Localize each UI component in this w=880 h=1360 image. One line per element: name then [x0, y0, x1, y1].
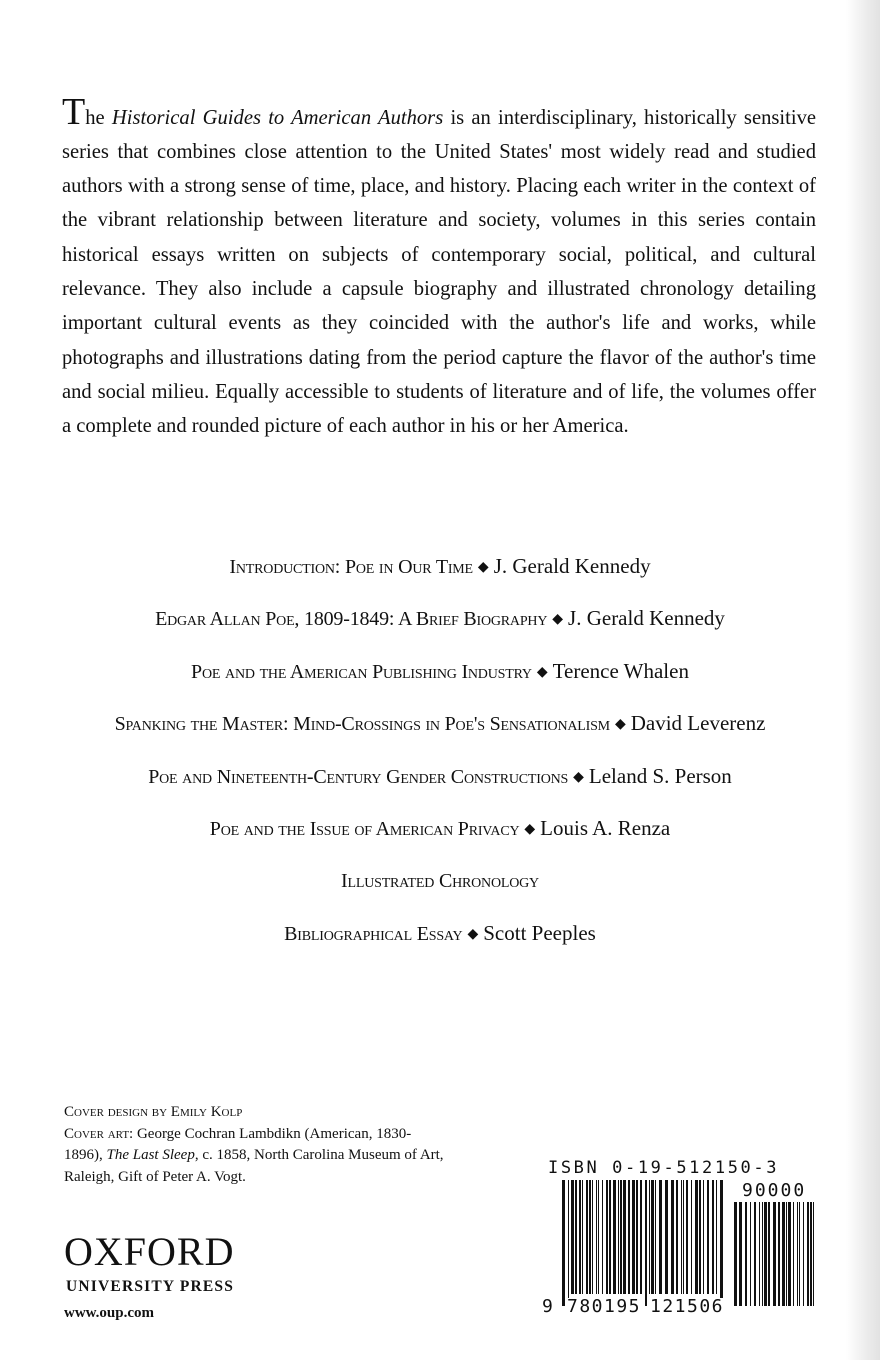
barcode-bar — [768, 1202, 770, 1306]
essay-author: David Leverenz — [630, 711, 766, 736]
essay-author: Leland S. Person — [588, 763, 732, 788]
diamond-separator-icon: ◆ — [614, 717, 626, 733]
contents-entry — [40, 548, 840, 600]
barcode-bar — [720, 1180, 723, 1306]
barcode-bar — [699, 1180, 701, 1294]
essay-title: Illustrated Chronology — [341, 870, 539, 893]
series-title: Historical Guides to American Authors — [111, 106, 444, 129]
essay-author: J. Gerald Kennedy — [493, 554, 651, 578]
barcode-bar — [695, 1180, 698, 1294]
barcode-bar — [671, 1180, 674, 1294]
barcode-left-digits: 780195 — [567, 1296, 642, 1317]
barcode-bar — [636, 1180, 638, 1294]
publisher-website: www.oup.com — [64, 1305, 155, 1321]
contents-list — [40, 548, 840, 967]
essay-title: Bibliographical Essay — [284, 922, 463, 945]
diamond-separator-icon: ◆ — [477, 560, 489, 575]
barcode-bar — [598, 1180, 599, 1294]
cover-art-label: Cover art: — [64, 1125, 134, 1142]
barcode-bar — [788, 1202, 791, 1306]
blurb-lead: he — [85, 106, 112, 129]
university-press-label: UNIVERSITY PRESS — [66, 1278, 235, 1295]
barcode-bar — [640, 1180, 642, 1294]
barcode-bar — [628, 1180, 630, 1294]
barcode-bar — [712, 1180, 714, 1294]
barcode-bar — [676, 1180, 678, 1294]
essay-author: J. Gerald Kennedy — [568, 606, 725, 631]
barcode-bar — [703, 1180, 704, 1294]
barcode-bar — [602, 1180, 603, 1294]
barcode-bar — [762, 1202, 763, 1306]
essay-title: Poe and Nineteenth-Century Gender Constructions — [148, 765, 569, 788]
drop-cap: T — [62, 90, 86, 133]
barcode-bar — [683, 1180, 684, 1294]
barcode-bar — [623, 1180, 626, 1294]
barcode-bar — [739, 1202, 742, 1306]
diamond-separator-icon: ◆ — [573, 769, 584, 785]
barcode-bar — [582, 1180, 583, 1294]
barcode-bar — [797, 1202, 798, 1306]
barcode-bar — [620, 1180, 622, 1294]
barcode-bar — [782, 1202, 785, 1306]
essay-title: Poe and the American Publishing Industry — [191, 660, 532, 683]
essay-title: Introduction: Poe in Our Time — [229, 556, 473, 578]
barcode-bar — [799, 1202, 800, 1306]
barcode-bar — [734, 1202, 737, 1306]
barcode-bar — [813, 1202, 814, 1306]
isbn-barcode — [540, 1180, 830, 1331]
barcode-bar — [810, 1202, 812, 1306]
barcode-addon-digits: 90000 — [742, 1180, 807, 1201]
contents-entry — [40, 653, 840, 705]
essay-title: Spanking the Master: Mind-Crossings in Poe's Sensationalism — [114, 713, 610, 736]
barcode-right-digits: 121506 — [650, 1296, 725, 1317]
barcode-bar — [754, 1202, 756, 1306]
essay-author: Louis A. Renza — [540, 815, 671, 840]
barcode-bar — [764, 1202, 767, 1306]
barcode-lead-digit: 9 — [542, 1296, 553, 1317]
cover-art-credit — [64, 1124, 444, 1189]
page-edge-shadow — [846, 0, 880, 1360]
barcode-bar — [571, 1180, 574, 1294]
contents-entry — [40, 915, 840, 967]
diamond-separator-icon: ◆ — [524, 821, 536, 837]
diamond-separator-icon: ◆ — [536, 664, 548, 680]
barcode-bar — [592, 1180, 593, 1294]
isbn-label: ISBN 0-19-512150-3 — [548, 1158, 780, 1178]
cover-art-artist: George Cochran Lambdikn (American, 1830-1896), — [64, 1125, 412, 1163]
barcode-bar — [579, 1180, 581, 1294]
barcode-bar — [651, 1180, 654, 1294]
barcode-bar — [778, 1202, 780, 1306]
essay-author: Scott Peeples — [483, 920, 596, 945]
barcode-bar — [807, 1202, 809, 1306]
barcode-bar — [750, 1202, 751, 1306]
cover-credits — [64, 1102, 444, 1188]
barcode-bar — [562, 1180, 565, 1306]
contents-entry — [40, 600, 840, 652]
cover-art-details: , c. 1858, North Carolina Museum of Art, Raleigh, Gift of Peter A. Vogt. — [64, 1147, 444, 1185]
diamond-separator-icon: ◆ — [467, 926, 479, 942]
barcode-bar — [786, 1202, 787, 1306]
barcode-bar — [632, 1180, 635, 1294]
barcode-bar — [609, 1180, 611, 1294]
contents-entry — [40, 758, 840, 810]
contents-entry — [40, 862, 840, 914]
barcode-bar — [716, 1180, 717, 1294]
barcode-bar — [655, 1180, 656, 1294]
blurb-body: is an interdisciplinary, historically sensitive series that combines close attention to the United States' most widely read and studied authors with a strong sense of time, place, and history. Placing each writer in the context of the vibrant relationship between literature and society, volumes in this series contain historical essays written on subjects of contemporary social, political, and cultural relevance. They also include a capsule biography and illustrated chronology detailing important cultural events as they coincided with the author's life and works, while photographs and illustrations dating from the period capture the flavor of the author's time and social milieu. Equally accessible to students of literature and of life, the volumes offer a complete and rounded picture of each author in his or her America. — [62, 106, 817, 438]
barcode-bar — [618, 1180, 619, 1294]
barcode-bar — [659, 1180, 662, 1294]
barcode-bar — [707, 1180, 709, 1294]
essay-title: Edgar Allan Poe, 1809-1849: A Brief Biography — [155, 608, 548, 631]
oxford-logo: OXFORD — [64, 1229, 235, 1274]
barcode-bar — [691, 1180, 692, 1294]
barcode-bar — [803, 1202, 804, 1306]
contents-entry — [40, 810, 840, 862]
barcode-bar — [575, 1180, 577, 1294]
barcode-bar — [596, 1180, 597, 1294]
essay-author: Terence Whalen — [552, 658, 689, 683]
cover-art-title: The Last Sleep — [106, 1147, 195, 1163]
barcode-bar — [681, 1180, 682, 1294]
barcode-bar — [665, 1180, 668, 1294]
barcode-bar — [568, 1180, 569, 1306]
diamond-separator-icon: ◆ — [552, 612, 564, 628]
barcode-bar — [773, 1202, 776, 1306]
barcode-bar — [793, 1202, 794, 1306]
barcode-bar — [589, 1180, 591, 1294]
barcode-bar — [613, 1180, 616, 1294]
cover-design-credit: Cover design by Emily Kolp — [64, 1104, 243, 1120]
essay-title: Poe and the Issue of American Privacy — [209, 817, 520, 840]
barcode-bar — [586, 1180, 588, 1294]
barcode-bar — [645, 1180, 647, 1306]
barcode-bar — [686, 1180, 688, 1294]
barcode-bar — [745, 1202, 747, 1306]
barcode-bar — [759, 1202, 760, 1306]
barcode-bar — [649, 1180, 650, 1294]
contents-entry — [40, 705, 840, 757]
barcode-bar — [606, 1180, 608, 1294]
series-description — [62, 90, 817, 444]
